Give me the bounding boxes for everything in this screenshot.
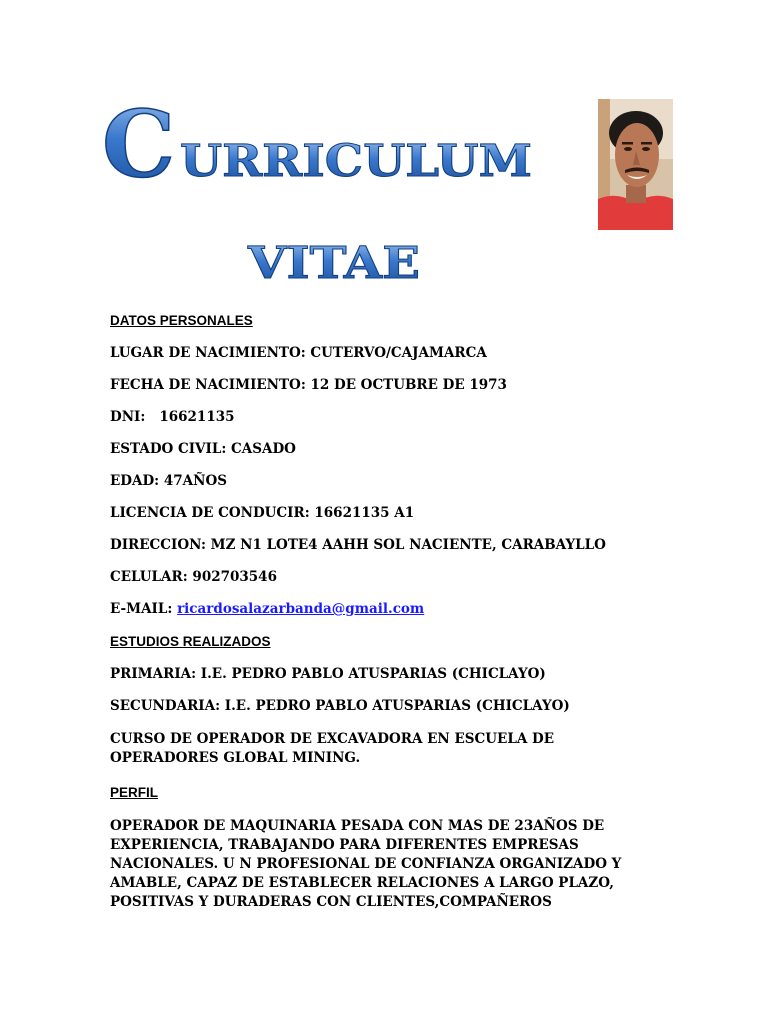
- primary-school-line: PRIMARIA: I.E. PEDRO PABLO ATUSPARIAS (CHICLAYO): [110, 666, 546, 682]
- profile-paragraph: OPERADOR DE MAQUINARIA PESADA CON MAS DE 23AÑOS DE EXPERIENCIA, TRABAJANDO PARA DIFERENTES EMPRESAS NACIONALES. U N PROFESIONAL DE CONFIANZA ORGANIZADO Y AMABLE, CAPAZ DE ESTABLECER RELACIONES A LARGO PLAZO, POSITIVAS Y DURADERAS CON CLIENTES,COMPAÑEROS: [110, 818, 622, 910]
- profile-photo: [598, 99, 673, 230]
- portrait-image: [598, 99, 673, 230]
- curriculum-title: [100, 98, 570, 188]
- age-line: EDAD: 47AÑOS: [110, 473, 227, 489]
- dni-label: DNI:: [110, 409, 146, 425]
- email-link[interactable]: ricardosalazarbanda@gmail.com: [177, 601, 425, 617]
- cv-content: [110, 312, 670, 928]
- title-rest: URRICULUM: [180, 136, 532, 187]
- dni-value: 16621135: [159, 409, 235, 425]
- heading-estudios: ESTUDIOS REALIZADOS: [110, 634, 271, 649]
- birthdate-line: FECHA DE NACIMIENTO: 12 DE OCTUBRE DE 1973: [110, 377, 507, 393]
- secondary-school-line: SECUNDARIA: I.E. PEDRO PABLO ATUSPARIAS (CHICLAYO): [110, 698, 570, 714]
- email-label: E-MAIL:: [110, 601, 173, 617]
- heading-perfil: PERFIL: [110, 785, 159, 800]
- course-paragraph: CURSO DE OPERADOR DE EXCAVADORA EN ESCUELA DE OPERADORES GLOBAL MINING.: [110, 731, 554, 766]
- address-line: DIRECCION: MZ N1 LOTE4 AAHH SOL NACIENTE, CARABAYLLO: [110, 537, 606, 553]
- civil-status-line: ESTADO CIVIL: CASADO: [110, 441, 296, 457]
- phone-line: CELULAR: 902703546: [110, 569, 277, 585]
- title-initial: C: [102, 98, 176, 188]
- dni-line: [110, 409, 670, 425]
- subtitle-vitae: VITAE: [246, 238, 420, 288]
- heading-datos-personales: DATOS PERSONALES: [110, 313, 253, 328]
- license-line: LICENCIA DE CONDUCIR: 16621135 A1: [110, 505, 415, 521]
- email-line: [110, 601, 670, 617]
- birthplace-line: LUGAR DE NACIMIENTO: CUTERVO/CAJAMARCA: [110, 345, 487, 361]
- vitae-title: [240, 232, 430, 288]
